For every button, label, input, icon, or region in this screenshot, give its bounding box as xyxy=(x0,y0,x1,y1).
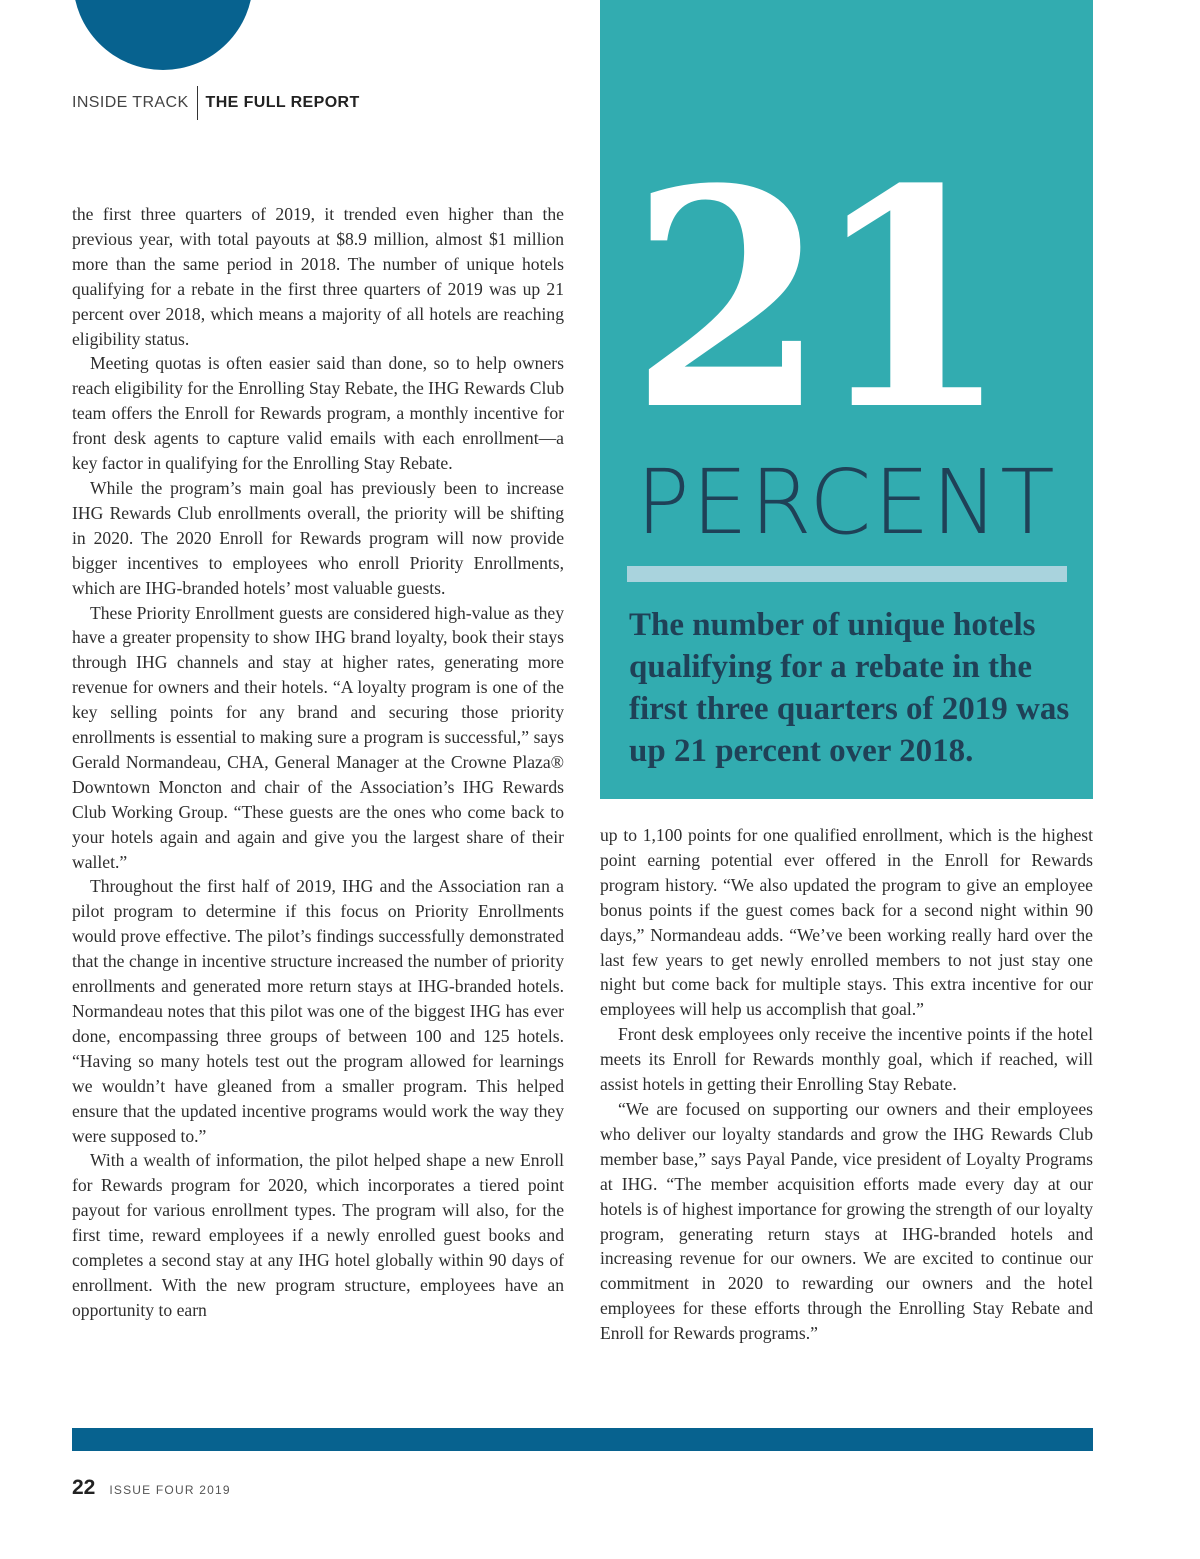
article-paragraph: Throughout the first half of 2019, IHG and the Association ran a pilot program to determine if this focus on Priority Enrollments would prove effective. The pilot’s findings successfully demonstrated that the change in incentive structure increased the number of priority enrollments and generated more return stays at IHG-branded hotels. Normandeau notes that this pilot was one of the biggest IHG has ever done, encompassing three groups of between 100 and 125 hotels. “Having so many hotels test out the program allowed for learnings we wouldn’t have gleaned from a smaller program. This helped ensure that the updated incentive programs would work the way they were supposed to.” xyxy=(72,876,564,1146)
header-subsection-label: THE FULL REPORT xyxy=(205,94,360,111)
header-section-label: INSIDE TRACK xyxy=(72,94,189,111)
article-paragraph: With a wealth of information, the pilot helped shape a new Enroll for Rewards program for 2020, which incorporates a tiered point payout for various enrollment types. The program will also, for the first time, reward employees if a newly enrolled guest books and completes a second stay at any IHG hotel globally within 90 days of enrollment. With the new program structure, employees have an opportunity to earn xyxy=(72,1150,564,1320)
article-left-column xyxy=(72,202,564,1323)
header-divider xyxy=(197,86,198,120)
article-paragraph: While the program’s main goal has previously been to increase IHG Rewards Club enrollments overall, the priority will be shifting in 2020. The 2020 Enroll for Rewards program will now provide bigger incentives to employees who enroll Priority Enrollments, which are IHG-branded hotels’ most valuable guests. xyxy=(72,477,564,598)
footer-rule-bar xyxy=(72,1428,1093,1451)
page-header xyxy=(72,86,360,120)
page-footer xyxy=(72,1476,231,1500)
article-paragraph: These Priority Enrollment guests are considered high-value as they have a greater propensity to show IHG brand loyalty, book their stays through IHG channels and stay at higher rates, generating more revenue for owners and their hotels. “A loyalty program is one of the key selling points for any brand and securing those priority enrollments is essential to making sure a program is successful,” says Gerald Normandeau, CHA, General Manager at the Crowne Plaza® Downtown Moncton and chair of the Association’s IHG Rewards Club Working Group. “These guests are the ones who come back to your hotels again and again and give you the largest share of their wallet.” xyxy=(72,602,564,872)
article-paragraph: the first three quarters of 2019, it trended even higher than the previous year, with total payouts at $8.9 million, almost $1 million more than the same period in 2018. The number of unique hotels qualifying for a rebate in the first three quarters of 2019 was up 21 percent over 2018, which means a majority of all hotels are reaching eligibility status. xyxy=(72,204,564,349)
article-paragraph: Meeting quotas is often easier said than done, so to help owners reach eligibility for the Enrolling Stay Rebate, the IHG Rewards Club team offers the Enroll for Rewards program, a monthly incentive for front desk agents to capture valid emails with each enrollment—a key factor in qualifying for the Enrolling Stay Rebate. xyxy=(72,353,565,474)
callout-big-number: 21 xyxy=(630,123,997,476)
article-paragraph: up to 1,100 points for one qualified enrollment, which is the highest point earning potential ever offered in the Enroll for Rewards program history. “We also updated the program to give an employee bonus points if the guest comes back for a second night within 90 days,” Normandeau adds. “We’ve been working really hard over the last few years to get newly enrolled members to not just stay one night but come back for multiple stays. This extra incentive for our employees will help us accomplish that goal.” xyxy=(600,825,1093,1020)
stat-callout-box xyxy=(600,0,1093,799)
decorative-corner-circle xyxy=(73,0,253,70)
callout-divider-rule xyxy=(627,566,1067,582)
article-paragraph: “We are focused on supporting our owners and their employees who deliver our loyalty standards and grow the IHG Rewards Club member base,” says Payal Pande, vice president of Loyalty Programs at IHG. “The member acquisition efforts made every day at our hotels is of highest importance for growing the strength of our loyalty program, generating return stays at IHG-branded hotels and increasing revenue for our owners. We are excited to continue our commitment in 2020 to rewarding our owners and the hotel employees for these efforts through the Enrolling Stay Rebate and Enroll for Rewards programs.” xyxy=(600,1098,1093,1344)
issue-label: ISSUE FOUR 2019 xyxy=(109,1483,231,1497)
article-right-column xyxy=(600,823,1093,1346)
callout-caption: The number of unique hotels qualifying for a rebate in the first three quarters of 2019 was up 21 percent over 2018. xyxy=(629,607,1070,769)
page-number: 22 xyxy=(72,1476,96,1499)
callout-unit-label: PERCENT xyxy=(636,450,1057,554)
article-paragraph: Front desk employees only receive the incentive points if the hotel meets its Enroll for Rewards monthly goal, which if reached, will assist hotels in getting their Enrolling Stay Rebate. xyxy=(600,1024,1093,1095)
